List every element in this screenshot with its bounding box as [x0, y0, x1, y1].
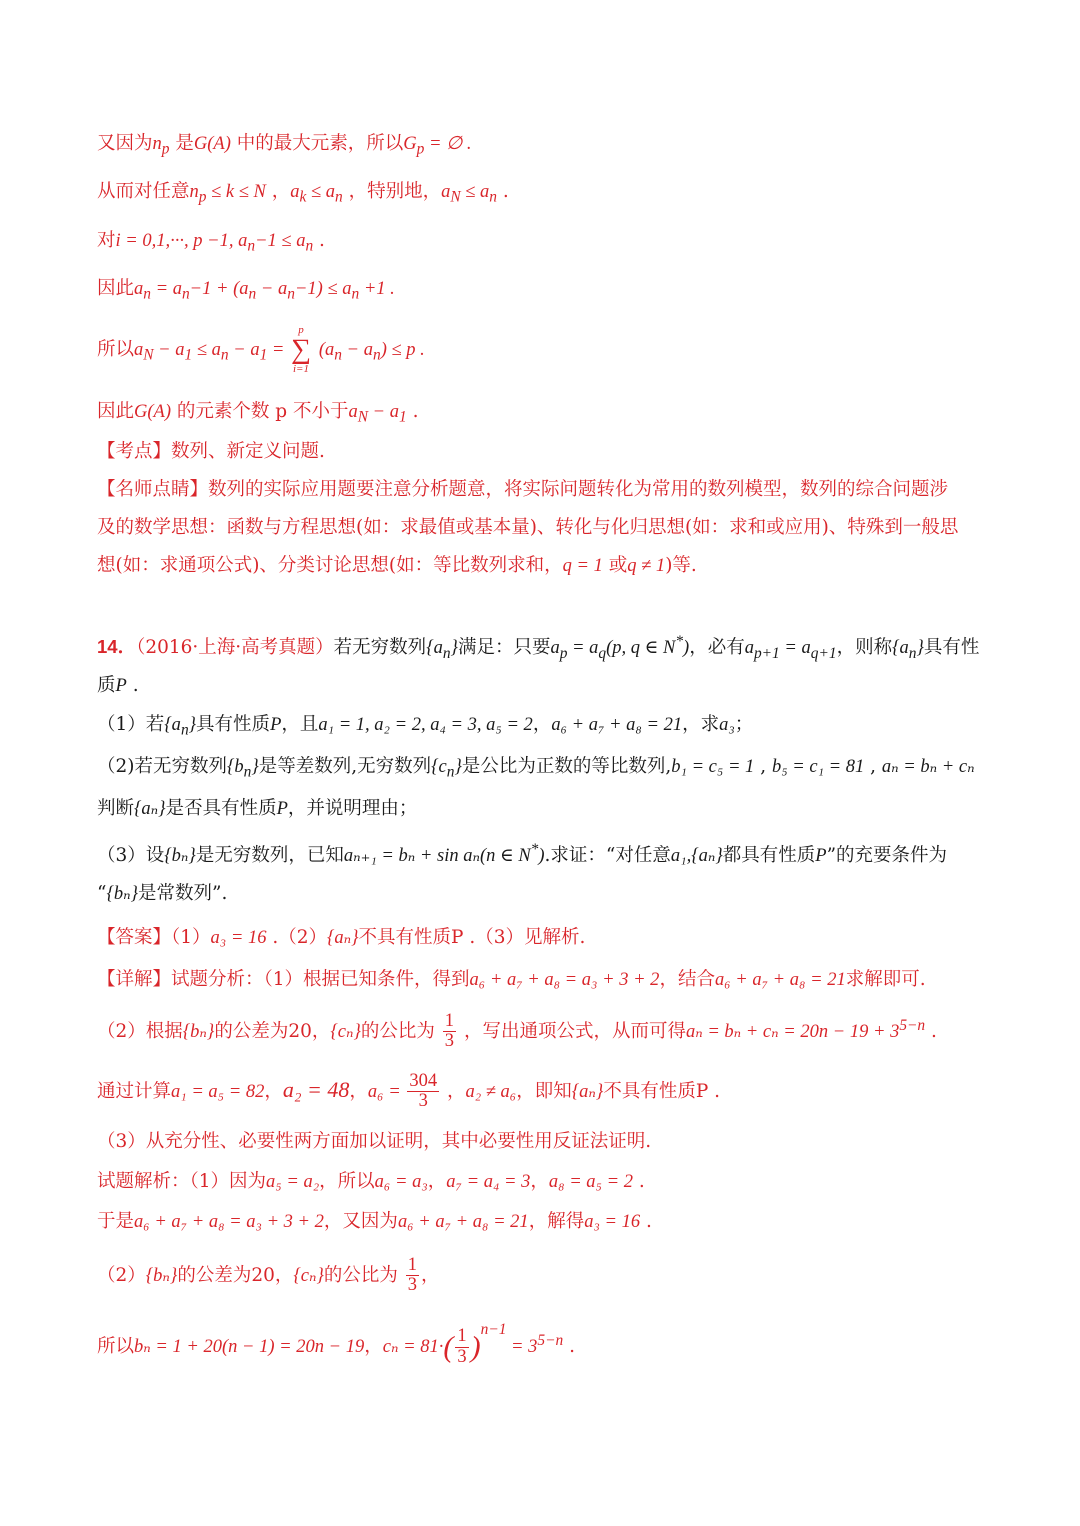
solution-line-3: （2）{bₙ}的公差为20，{cₙ}的公比为 $\frac{1}{3}$ ， [97, 1255, 440, 1296]
answer-line: 【答案】（1）a₃ = 16 .（2）{aₙ}不具有性质P .（3）见解析. [97, 927, 586, 948]
note-line-2: 及的数学思想：函数与方程思想(如：求最值或基本量)、转化与化归思想(如：求和或应用)、特殊到一般思 [97, 517, 959, 538]
kaodian-line: 【考点】数列、新定义问题. [97, 441, 325, 462]
solution-line-2: 于是a₆ + a₇ + a₈ = a₃ + 3 + 2，又因为a₆ + a₇ + a₈ = 21，解得a₃ = 16 . [97, 1211, 652, 1232]
note-line-1: 【名师点睛】数列的实际应用题要注意分析题意，将实际问题转化为常用的数列模型，数列的综合问题涉 [97, 479, 949, 500]
detail-line-4: （3）从充分性、必要性两方面加以证明，其中必要性用反证法证明. [97, 1131, 652, 1152]
proof-line-6: 因此G(A) 的元素个数 p 不小于$a_N - a_1$ . [97, 401, 419, 426]
part-3-line-2: “{bₙ}是常数列”. [97, 883, 228, 904]
part-1-line: （1）若$\{a_n\}$具有性质P，且a₁ = 1, a₂ = 2, a₄ = 3, a₅ = 2，a₆ + a₇ + a₈ = 21，求a₃； [97, 714, 754, 739]
part-2-line-1: （2)若无穷数列$\{b_n\}$是等差数列,无穷数列$\{c_n\}$是公比为正数的等比数列,b₁ = c₅ = 1 , b₅ = c₁ = 81 , aₙ = bₙ + cₙ [97, 756, 975, 781]
detail-line-3: 通过计算a₁ = a₅ = 82，a₂ = 48，a₆ = $\frac{304}{3}$ ，a₂ ≠ a₆，即知{aₙ}不具有性质P . [97, 1071, 721, 1112]
proof-line-5: 所以$a_N - a_1 \le a_n - a_1$ = p ∑ i=1 $(a_n - a_n) \le p$ . [97, 324, 425, 375]
solution-line-4: 所以bₙ = 1 + 20(n − 1) = 20n − 19，cₙ = 81·( $\frac{1}{3}$ )$^{n-1} = 3^{5-n}$ . [97, 1321, 575, 1367]
proof-line-2: 从而对任意$n_p \le k \le N$ ，$a_k \le a_n$ ，特别地，$a_N \le a_n$ . [97, 181, 509, 206]
fraction-one-third: $\frac{1}{3}$ [444, 1011, 455, 1052]
detail-line-2: （2）根据{bₙ}的公差为20，{cₙ}的公比为 $\frac{1}{3}$ ，写出通项公式，从而可得$a_n = b_n + c_n = 20n - 19 + 3^{5-n}$ . [97, 1011, 937, 1052]
question-14-line-1: 14．（2016·上海·高考真题）若无穷数列$\{a_n\}$满足：只要$a_p = a_q(p$, q ∈ N*)，必有$a_{p+1} = a_{q+1}$，则称$\{a_n\}$具有性 [97, 633, 980, 662]
proof-line-4: 因此$a_n = a_n-1 + (a_n - a_n-1) \le a_n +1$ . [97, 278, 395, 303]
question-14-line-2: 质P . [97, 675, 139, 696]
proof-line-1: 又因为$n_p$ 是G(A) 中的最大元素，所以$G_p$ = ∅ . [97, 133, 472, 158]
fraction-one-third-3: $\frac{1}{3}$ [457, 1326, 467, 1367]
solution-line-1: 试题解析：（1）因为a₅ = a₂，所以a₆ = a₃，a₇ = a₄ = 3，a₈ = a₅ = 2 . [97, 1171, 645, 1192]
fraction-304-over-3: $\frac{304}{3}$ [409, 1071, 438, 1112]
summation-sign: p ∑ i=1 [291, 324, 311, 375]
part-2-line-2: 判断{aₙ}是否具有性质P，并说明理由； [97, 798, 418, 819]
proof-line-3: 对i = 0,1,···, p −1, $a_n-1 \le a_n$ . [97, 230, 325, 255]
detail-line-1: 【详解】试题分析：（1）根据已知条件，得到a₆ + a₇ + a₈ = a₃ + 3 + 2，结合a₆ + a₇ + a₈ = 21求解即可. [97, 969, 926, 990]
note-line-3: 想(如：求通项公式)、分类讨论思想(如：等比数列求和，q = 1 或q ≠ 1)等. [97, 555, 697, 576]
part-3-line-1: （3）设{bₙ}是无穷数列，已知aₙ₊₁ = bₙ + sin aₙ(n ∈ N*).求证：“对任意a₁,{aₙ}都具有性质P”的充要条件为 [97, 841, 948, 867]
fraction-one-third-2: $\frac{1}{3}$ [407, 1255, 418, 1296]
